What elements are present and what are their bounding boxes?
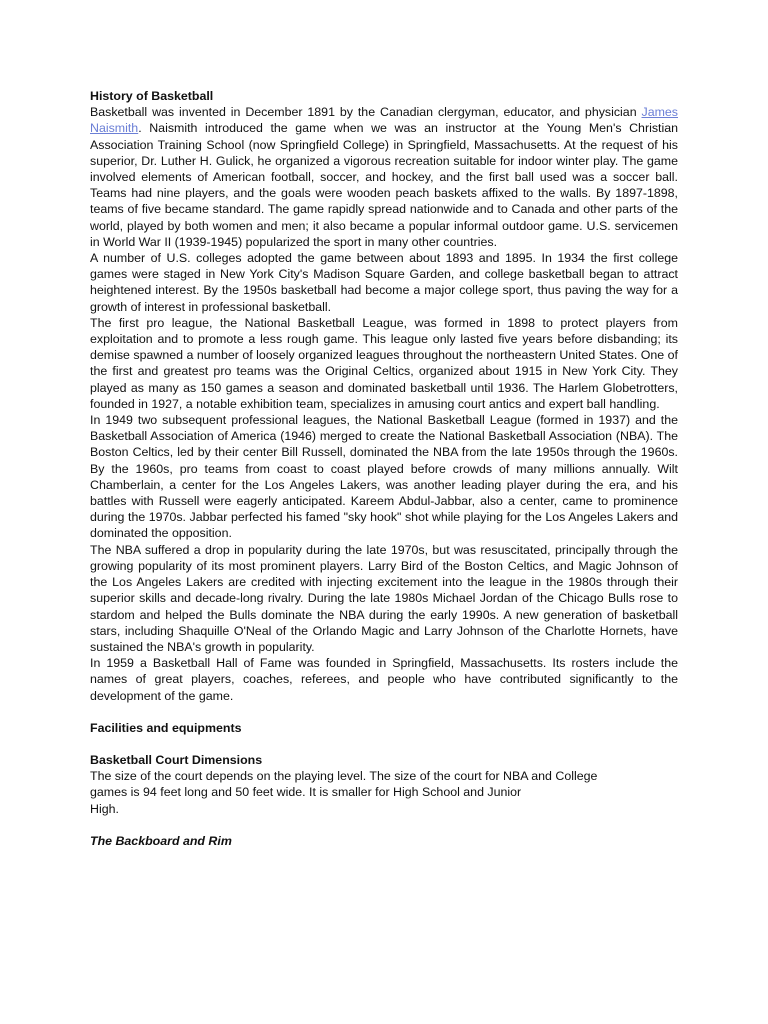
- spacer: [90, 736, 678, 752]
- document-page: [90, 88, 678, 849]
- paragraph-nba-popularity: The NBA suffered a drop in popularity during the late 1970s, but was resuscitated, principally through the growing popularity of its most prominent players. Larry Bird of the Boston Celtics, and Magic Johnson of the Los Angeles Lakers are credited with injecting excitement into the league in the 1980s through their superior skills and decade-long rivalry. During the late 1980s Michael Jordan of the Chicago Bulls rose to stardom and helped the Bulls dominate the NBA during the early 1990s. A new generation of basketball stars, including Shaquille O'Neal of the Orlando Magic and Larry Johnson of the Charlotte Hornets, have sustained the NBA's growth in popularity.: [90, 542, 678, 654]
- backboard-rim-heading: The Backboard and Rim: [90, 833, 232, 848]
- paragraph-nba-formation: In 1949 two subsequent professional leagues, the National Basketball League (formed in 1937) and the Basketball Association of America (1946) merged to create the National Basketball Association (NBA). The Boston Celtics, led by their center Bill Russell, dominated the NBA from the late 1950s through the 1960s. By the 1960s, pro teams from coast to coast played before crowds of many millions annually. Wilt Chamberlain, a center for the Los Angeles Lakers, was another leading player during the era, and his battles with Russell were eagerly anticipated. Kareem Abdul-Jabbar, also a center, came to prominence during the 1970s. Jabbar perfected his famed "sky hook" shot while playing for the Los Angeles Lakers and dominated the opposition.: [90, 413, 678, 541]
- paragraph-invention: [90, 104, 678, 250]
- james-naismith-link[interactable]: James Naismith: [90, 105, 678, 136]
- paragraph-colleges: A number of U.S. colleges adopted the game between about 1893 and 1895. In 1934 the first college games were staged in New York City's Madison Square Garden, and college basketball began to attract heightened interest. By the 1950s basketball had become a major college sport, thus paving the way for a growth of interest in professional basketball.: [90, 251, 678, 314]
- court-size-line: The size of the court depends on the playing level. The size of the court for NBA and College: [90, 769, 598, 784]
- spacer: [90, 817, 678, 833]
- court-size-line: High.: [90, 801, 119, 816]
- paragraph-first-pro-league: The first pro league, the National Basketball League, was formed in 1898 to protect players from exploitation and to promote a less rough game. This league only lasted five years before disbanding; its demise spawned a number of loosely organized leagues throughout the northeastern United States. One of the first and greatest pro teams was the Original Celtics, organized about 1915 in New York City. They played as many as 150 games a season and dominated basketball until 1936. The Harlem Globetrotters, founded in 1927, a notable exhibition team, specializes in amusing court antics and expert ball handling.: [90, 315, 678, 411]
- court-dimensions-heading: Basketball Court Dimensions: [90, 752, 263, 767]
- paragraph-court-size: [90, 768, 678, 817]
- spacer: [90, 704, 678, 720]
- paragraph-invention-start: Basketball was invented in December 1891 by the Canadian clergyman, educator, and physician: [90, 105, 642, 120]
- facilities-heading: Facilities and equipments: [90, 720, 242, 735]
- paragraph-invention-rest: . Naismith introduced the game when we was an instructor at the Young Men's Christian Association Training School (now Springfield College) in Springfield, Massachusetts. At the request of his superior, Dr. Luther H. Gulick, he organized a vigorous recreation suitable for indoor winter play. The game involved elements of American football, soccer, and hockey, and the first ball used was a soccer ball. Teams had nine players, and the goals were wooden peach baskets affixed to the walls. By 1897-1898, teams of five became standard. The game rapidly spread nationwide and to Canada and other parts of the world, played by both women and men; it also became a popular informal outdoor game. U.S. servicemen in World War II (1939-1945) popularized the sport in many other countries.: [90, 121, 678, 249]
- court-size-line: games is 94 feet long and 50 feet wide. It is smaller for High School and Junior: [90, 785, 522, 800]
- paragraph-hall-of-fame: In 1959 a Basketball Hall of Fame was founded in Springfield, Massachusetts. Its rosters include the names of great players, coaches, referees, and people who have contributed significantly to the development of the game.: [90, 656, 678, 703]
- history-heading: History of Basketball: [90, 89, 214, 103]
